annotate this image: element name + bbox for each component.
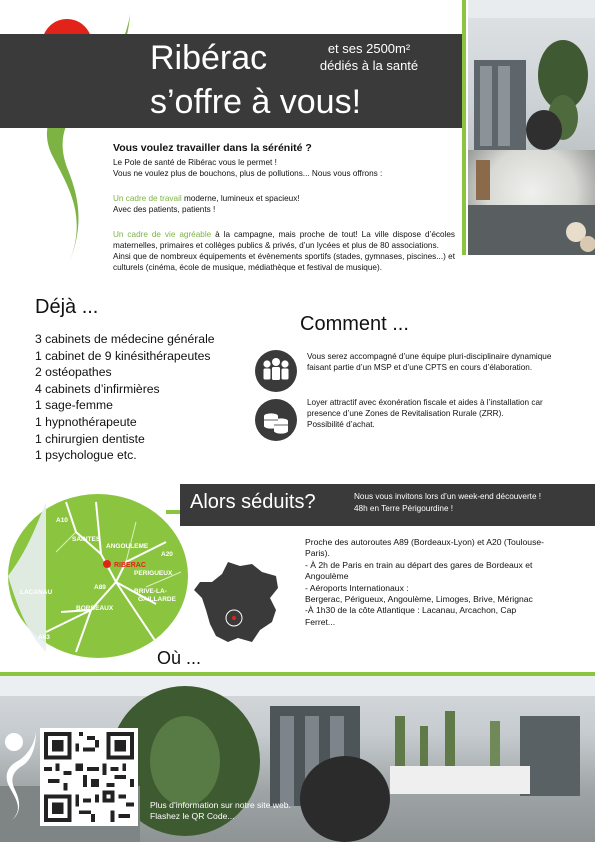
footer-website-text: Plus d’information sur notre site web. Flashez le QR Code... <box>150 800 291 821</box>
map-label-perigueux: PERIGUEUX <box>134 570 173 577</box>
intro-paragraph-2: Un cadre de travail moderne, lumineux et spacieux! Avec des patients, patients ! <box>113 194 300 214</box>
building-photo-top <box>468 0 595 255</box>
map-label-a63: A63 <box>38 634 50 641</box>
deja-list <box>35 331 215 464</box>
map-label-brive: BRIVE-LA- <box>134 588 167 595</box>
footer-logo-icon <box>2 730 38 820</box>
list-item: 1 chirurgien dentiste <box>35 431 145 446</box>
page-title: Ribérac s’offre à vous! <box>150 39 362 121</box>
map-label-lacanau: LACANAU <box>20 589 53 596</box>
intro-question: Vous voulez travailler dans la sérénité ? <box>113 142 312 154</box>
alors-heading: Alors séduits? <box>190 491 316 513</box>
ou-heading: Où ... <box>157 648 202 668</box>
map-label-a20: A20 <box>161 551 173 558</box>
header-subtitle: et ses 2500m² dédiés à la santé <box>319 41 419 73</box>
access-info: Proche des autoroutes A89 (Bordeaux-Lyon) et A20 (Toulouse-Paris). - À 2h de Paris en train au départ des gares de Bordeaux et Angoulème - Aéroports Internationaux : Bergerac, Périgueux, Angoulème, Limoges, Brive, Mérignac -À 1h30 de la côte Atlantique : Lacanau, Arcachon, Cap Ferret... <box>305 537 545 627</box>
intro-paragraph-3: Un cadre de vie agréable à la campagne, mais proche de tout! La ville dispose d’écoles maternelles, primaires et collèges publics & privés, d’un lycées et plus de 80 associations. Ainsi que de nombreux équipements et évènements sportifs (stades, gymnases, piscines...) et culturels (cinéma, école de musique, médiathèque et festival de musique). <box>113 230 455 272</box>
comment-text-team: Vous serez accompagné d’une équipe pluri-disciplinaire dynamique faisant partie d’un MSP et d’une CPTS en cours d’élaboration. <box>307 352 552 372</box>
map-label-saintes: SAINTES <box>72 536 101 543</box>
deja-heading: Déjà ... <box>35 296 99 318</box>
map-label-a89: A89 <box>94 584 106 591</box>
list-item: 2 ostéopathes <box>35 365 112 380</box>
regional-map <box>6 492 190 660</box>
map-label-riberac: RIBERAC <box>114 562 146 569</box>
map-label-bordeaux: BORDEAUX <box>76 605 114 612</box>
comment-heading: Comment ... <box>300 313 409 335</box>
list-item: 1 cabinet de 9 kinésithérapeutes <box>35 348 211 363</box>
map-label-angouleme: ANGOULEME <box>106 543 149 550</box>
green-divider-vertical <box>462 0 466 255</box>
map-label-a10: A10 <box>56 517 68 524</box>
team-icon <box>255 350 297 392</box>
qr-code[interactable] <box>40 728 138 826</box>
alors-subtitle: Nous vous invitons lors d’un week-end découverte ! 48h en Terre Périgourdine ! <box>354 492 542 513</box>
list-item: 1 hypnothérapeute <box>35 414 137 429</box>
intro-paragraph-1: Le Pole de santé de Ribérac vous le permet ! Vous ne voulez plus de bouchons, plus de pollutions... Nous vous offrons : <box>113 158 383 178</box>
list-item: 1 sage-femme <box>35 398 113 413</box>
coins-icon <box>255 399 297 441</box>
list-item: 3 cabinets de médecine générale <box>35 332 215 346</box>
list-item: 4 cabinets d’infirmières <box>35 381 160 396</box>
comment-text-finance: Loyer attractif avec éxonération fiscale et aides à l’installation car presence d’une Zones de Revitalisation Rurale (ZRR). Possibilité d’achat. <box>307 398 543 429</box>
map-label-gaillarde: GAILLARDE <box>138 596 176 603</box>
list-item: 1 psychologue etc. <box>35 448 137 463</box>
france-map <box>192 560 284 646</box>
